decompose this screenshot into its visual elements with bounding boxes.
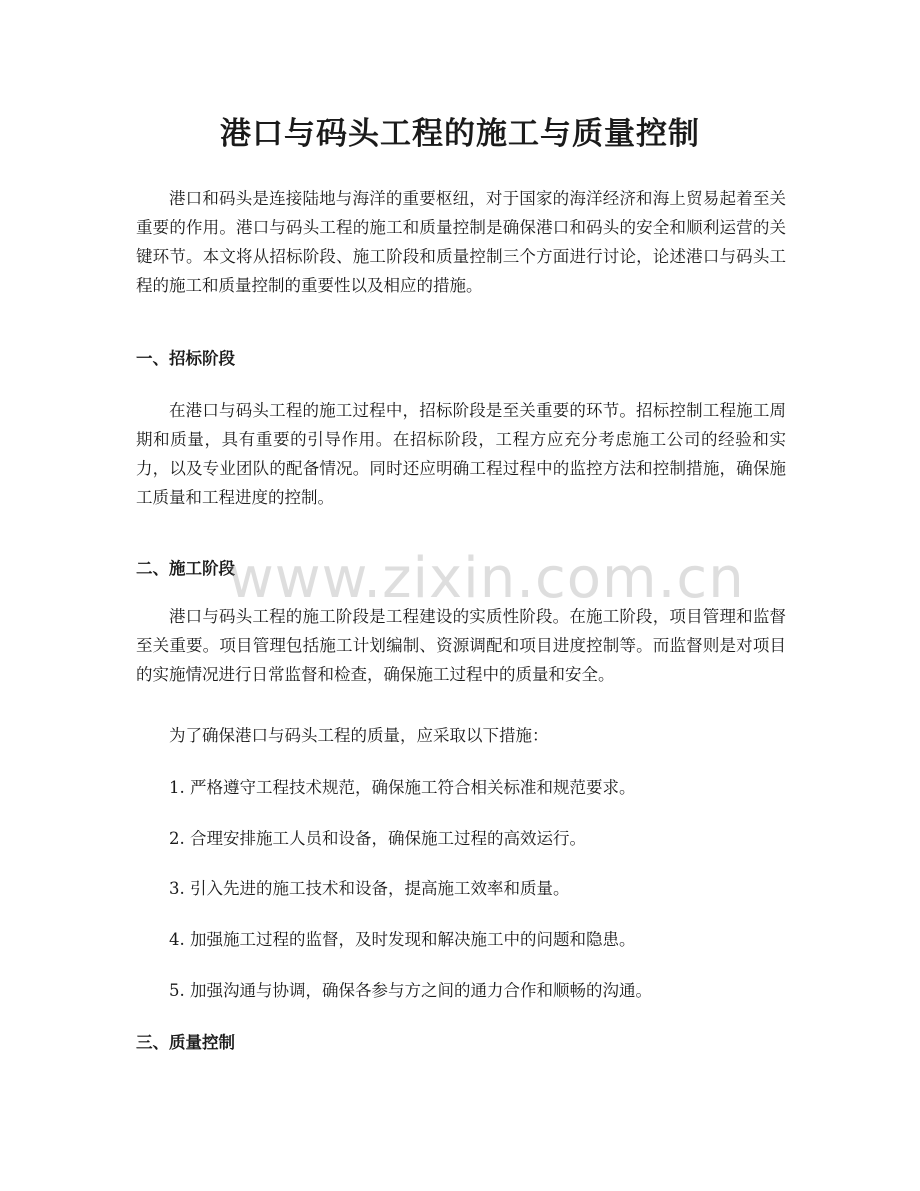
intro-paragraph: 港口和码头是连接陆地与海洋的重要枢纽，对于国家的海洋经济和海上贸易起着至关重要的作用。港口与码头工程的施工和质量控制是确保港口和码头的安全和顺利运营的关键环节。本文将从招标阶段、施工阶段和质量控制三个方面进行讨论，论述港口与码头工程的施工和质量控制的重要性以及相应的措施。 bbox=[136, 189, 786, 295]
list-item: 4. 加强施工过程的监督，及时发现和解决施工中的问题和隐患。 bbox=[169, 930, 636, 949]
list-item: 1. 严格遵守工程技术规范，确保施工符合相关标准和规范要求。 bbox=[169, 778, 636, 797]
section-heading-bidding: 一、招标阶段 bbox=[136, 349, 235, 368]
measures-intro: 为了确保港口与码头工程的质量，应采取以下措施： bbox=[169, 726, 549, 745]
bidding-paragraph: 在港口与码头工程的施工过程中，招标阶段是至关重要的环节。招标控制工程施工周期和质量，具有重要的引导作用。在招标阶段，工程方应充分考虑施工公司的经验和实力，以及专业团队的配备情况。同时还应明确工程过程中的监控方法和控制措施，确保施工质量和工程进度的控制。 bbox=[136, 401, 786, 507]
list-item: 5. 加强沟通与协调，确保各参与方之间的通力合作和顺畅的沟通。 bbox=[169, 981, 652, 1000]
document-title: 港口与码头工程的施工与质量控制 bbox=[220, 116, 700, 152]
list-item: 3. 引入先进的施工技术和设备，提高施工效率和质量。 bbox=[169, 879, 570, 898]
section-heading-construction: 二、施工阶段 bbox=[136, 559, 235, 578]
construction-paragraph: 港口与码头工程的施工阶段是工程建设的实质性阶段。在施工阶段，项目管理和监督至关重要。项目管理包括施工计划编制、资源调配和项目进度控制等。而监督则是对项目的实施情况进行日常监督和检查，确保施工过程中的质量和安全。 bbox=[136, 607, 786, 684]
section-heading-quality: 三、质量控制 bbox=[136, 1033, 235, 1052]
watermark-text: www.zixin.com.cn bbox=[228, 546, 745, 611]
list-item: 2. 合理安排施工人员和设备，确保施工过程的高效运行。 bbox=[169, 829, 586, 848]
